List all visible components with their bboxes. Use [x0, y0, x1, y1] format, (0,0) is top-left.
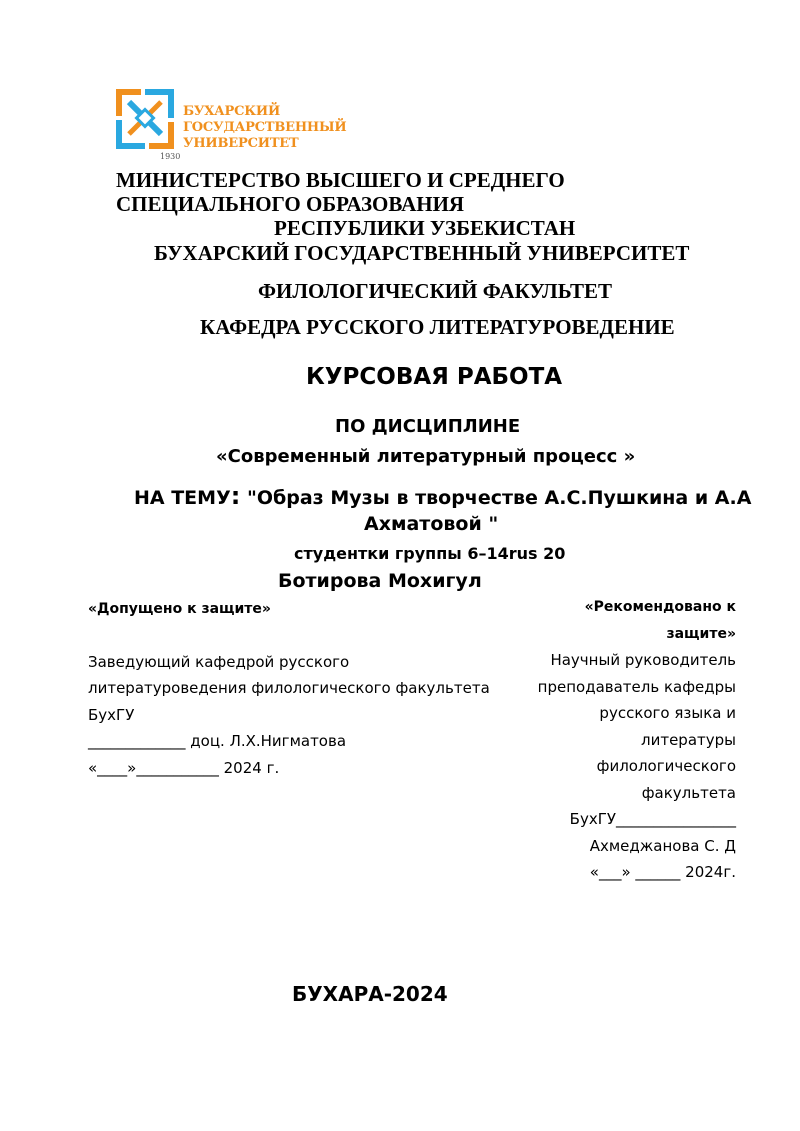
recommendation-signature-line: БухГУ________________ — [569, 810, 736, 828]
republic-line: РЕСПУБЛИКИ УЗБЕКИСТАН — [274, 216, 576, 240]
admission-signature-line: _____________ доц. Л.Х.Нигматова — [88, 732, 347, 750]
admission-heading: «Допущено к защите» — [88, 601, 271, 617]
ministry-line-2: СПЕЦИАЛЬНОГО ОБРАЗОВАНИЯ — [116, 192, 465, 216]
recommendation-line: Научный руководитель — [550, 651, 736, 669]
logo-text-line-1: БУХАРСКИЙ — [183, 104, 281, 119]
recommendation-line: факультета — [641, 783, 736, 802]
recommendation-line: литературы — [641, 730, 736, 749]
recommendation-heading-1: «Рекомендовано к — [584, 599, 736, 615]
logo-text-line-2: ГОСУДАРСТВЕННЫЙ — [183, 120, 347, 135]
recommendation-heading-2: защите» — [666, 625, 736, 642]
discipline-name: «Современный литературный процесс » — [216, 446, 636, 467]
recommendation-line: русского языка и — [599, 704, 736, 722]
logo-text-line-3: УНИВЕРСИТЕТ — [183, 136, 299, 151]
university-logo — [115, 88, 347, 164]
admission-block — [88, 596, 508, 781]
student-name: Ботирова Мохигул — [278, 570, 482, 592]
university-name: БУХАРСКИЙ ГОСУДАРСТВЕННЫЙ УНИВЕРСИТЕТ — [154, 241, 690, 265]
student-group: студентки группы 6–14rus 20 — [294, 544, 566, 563]
department-name: КАФЕДРА РУССКОГО ЛИТЕРАТУРОВЕДЕНИЕ — [200, 315, 675, 339]
city-year: БУХАРА-2024 — [292, 982, 448, 1006]
ministry-line-1: МИНИСТЕРСТВО ВЫСШЕГО И СРЕДНЕГО — [116, 168, 565, 192]
recommendation-line: филологического — [596, 757, 736, 775]
faculty-name: ФИЛОЛОГИЧЕСКИЙ ФАКУЛЬТЕТ — [258, 279, 613, 303]
admission-line: Заведующий кафедрой русского — [88, 652, 350, 671]
admission-date-line: «____»___________ 2024 г. — [88, 758, 280, 777]
work-type-title: КУРСОВАЯ РАБОТА — [306, 364, 563, 390]
recommendation-block — [520, 594, 736, 886]
discipline-label: ПО ДИСЦИПЛИНЕ — [335, 416, 521, 437]
recommendation-line: преподаватель кафедры — [537, 677, 736, 696]
theme-line-2: Ахматовой " — [364, 513, 499, 535]
logo-year: 1930 — [160, 152, 181, 161]
theme-label: НА ТЕМУ — [134, 487, 231, 509]
supervisor-name: Ахмеджанова С. Д — [589, 836, 736, 855]
university-emblem-icon — [115, 88, 175, 150]
admission-line: БухГУ — [88, 705, 135, 724]
admission-line: литературоведения филологического факультета — [88, 679, 490, 697]
theme-line-1 — [134, 482, 751, 510]
theme-colon: : — [230, 482, 241, 510]
theme-text-1: "Образ Музы в творчестве А.С.Пушкина и А.А — [240, 487, 752, 509]
recommendation-date-line: «___» ______ 2024г. — [589, 863, 736, 881]
